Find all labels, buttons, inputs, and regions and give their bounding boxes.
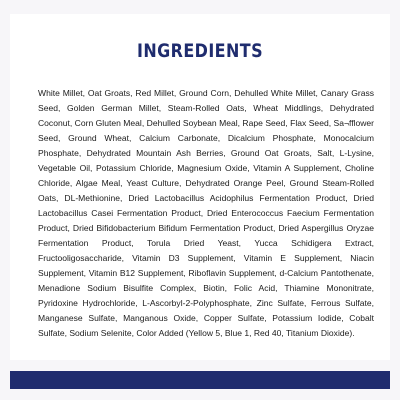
ingredients-panel: [10, 14, 390, 360]
footer-bar: [10, 371, 390, 389]
ingredients-heading: INGREDIENTS: [136, 40, 264, 62]
ingredients-list-text: White Millet, Oat Groats, Red Millet, Ground Corn, Dehulled White Millet, Canary Grass Seed, Golden German Millet, Steam-Rolled Oats, Wheat Middlings, Dehydrated Coconut, Corn Gluten Meal, Dehulled Soybean Meal, Rape Seed, Flax Seed, Sa¬fflower Seed, Ground Wheat, Calcium Carbonate, Dicalcium Phosphate, Monocalcium Phosphate, Dehydrated Mountain Ash Berries, Ground Oat Groats, Salt, L-Lysine, Vegetable Oil, Potassium Chloride, Magnesium Oxide, Vitamin A Supplement, Choline Chloride, Algae Meal, Yeast Culture, Dehydrated Orange Peel, Ground Steam-Rolled Oats, DL-Methionine, Dried Lactobacillus Acidophilus Fermentation Product, Dried Lactobacillus Casei Fermentation Product, Dried Enterococcus Faecium Fermentation Product, Dried Bifidobacterium Bifidum Fermentation Product, Dried Aspergillus Oryzae Fermentation Product, Torula Dried Yeast, Yucca Schidigera Extract, Fructooligosaccharide, Vitamin D3 Supplement, Vitamin E Supplement, Niacin Supplement, Vitamin B12 Supplement, Riboflavin Supplement, d-Calcium Pantothenate, Menadione Sodium Bisulfite Complex, Biotin, Folic Acid, Thiamine Mononitrate, Pyridoxine Hydrochloride, L-Ascorbyl-2-Polyphosphate, Zinc Sulfate, Ferrous Sulfate, Manganese Sulfate, Manganous Oxide, Copper Sulfate, Potassium Iodide, Cobalt Sulfate, Sodium Selenite, Color Added (Yellow 5, Blue 1, Red 40, Titanium Dioxide).: [38, 88, 374, 338]
